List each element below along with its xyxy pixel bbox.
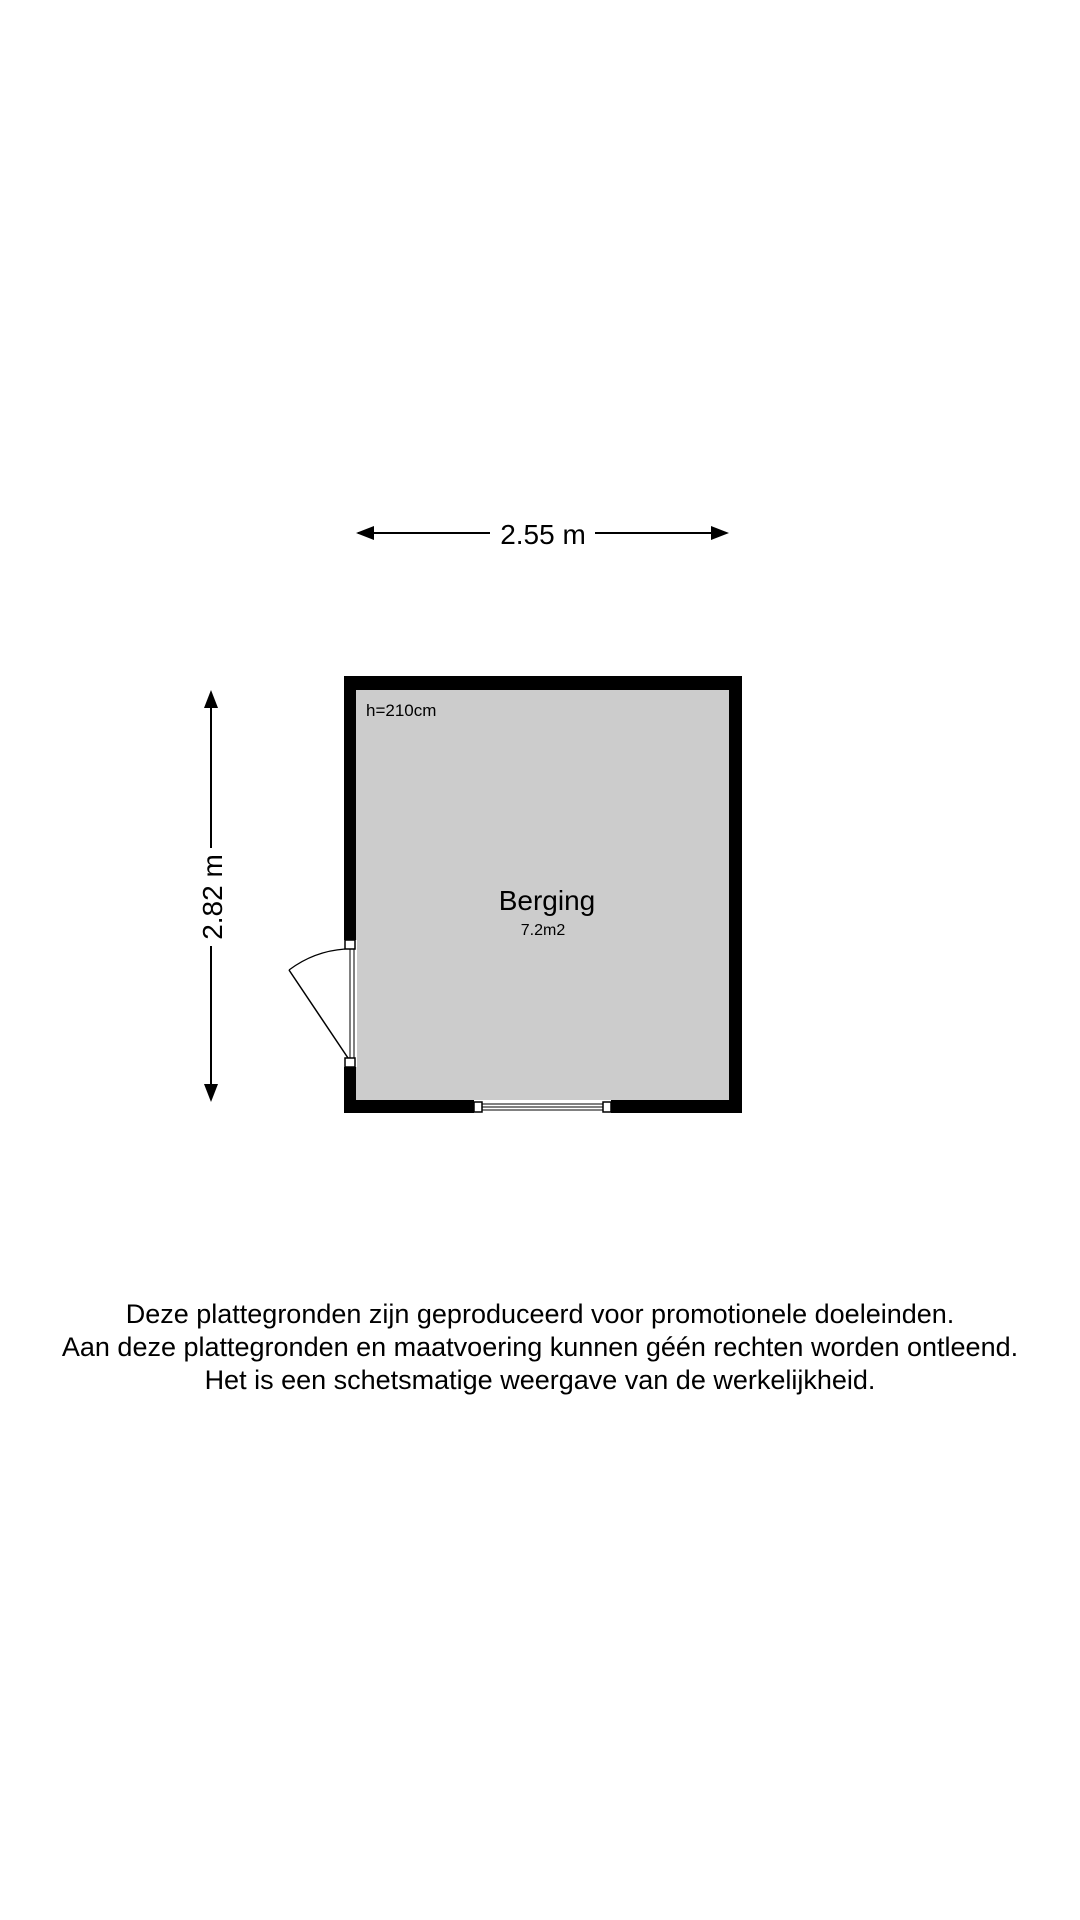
- door-leaf: [289, 970, 348, 1058]
- disclaimer: [0, 1298, 1080, 1397]
- window-jamb-right: [603, 1102, 611, 1112]
- door-jamb-bottom: [345, 1058, 355, 1067]
- depth-dimension: [197, 690, 228, 1102]
- width-dimension: [356, 519, 729, 550]
- room-area-label: 7.2m2: [520, 922, 566, 939]
- width-dimension-label: 2.55 m: [500, 519, 586, 550]
- window-jamb-left: [474, 1102, 482, 1112]
- disclaimer-line-3: Het is een schetsmatige weergave van de werkelijkheid.: [204, 1365, 876, 1395]
- room-name-label: Berging: [498, 885, 596, 916]
- arrow-down-icon: [204, 1084, 218, 1102]
- door: [289, 940, 357, 1067]
- room-height-label: h=210cm: [366, 701, 437, 720]
- depth-dimension-label: 2.82 m: [197, 854, 228, 940]
- arrow-up-icon: [204, 690, 218, 708]
- room-berging: [289, 676, 742, 1113]
- door-swing-arc: [289, 949, 345, 970]
- disclaimer-line-2: Aan deze plattegronden en maatvoering kunnen géén rechten worden ontleend.: [61, 1332, 1019, 1362]
- arrow-left-icon: [356, 526, 374, 540]
- disclaimer-line-1: Deze plattegronden zijn geproduceerd voor promotionele doeleinden.: [125, 1299, 955, 1329]
- door-jamb-top: [345, 940, 355, 949]
- window: [474, 1100, 611, 1113]
- arrow-right-icon: [711, 526, 729, 540]
